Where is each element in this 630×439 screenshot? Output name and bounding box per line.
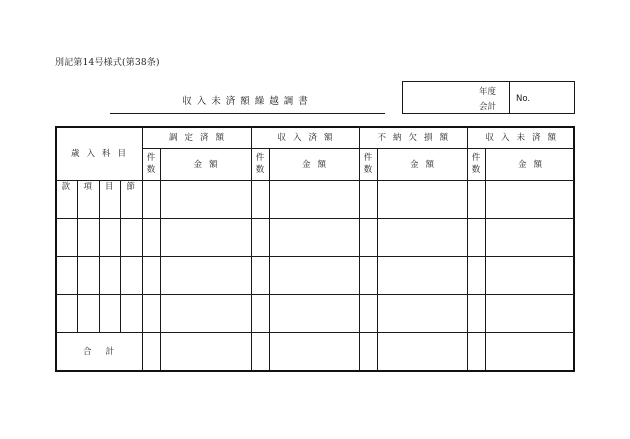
subject-divider-2 — [99, 180, 100, 332]
subject-subheader-1: 款 — [61, 182, 71, 192]
table-border-right — [573, 126, 575, 372]
fiscal-year-label: 年度 — [479, 87, 497, 97]
count-divider-2 — [269, 148, 270, 370]
body-row-rule-1 — [55, 218, 575, 219]
group-divider-4 — [467, 126, 468, 370]
column-group-title-3: 不納欠損額 — [377, 133, 456, 143]
amount-header-4: 金額 — [518, 160, 550, 170]
amount-header-3: 金額 — [410, 160, 442, 170]
count-divider-1 — [160, 148, 161, 370]
count-header-2: 件数 — [255, 153, 265, 175]
subject-divider-1 — [77, 180, 78, 332]
account-label: 会計 — [479, 102, 497, 112]
document-title: 収入未済額繰越調書 — [182, 96, 313, 107]
count-header-3: 件数 — [363, 153, 373, 175]
body-row-rule-4 — [55, 332, 575, 333]
subject-subheader-2: 項 — [83, 182, 93, 192]
table-border-top — [55, 126, 575, 128]
form-label: 別記第14号様式(第38条) — [55, 58, 160, 68]
group-divider-3 — [359, 126, 360, 370]
count-divider-3 — [377, 148, 378, 370]
count-header-4: 件数 — [471, 153, 481, 175]
revenue-subject-header: 歳入科目 — [71, 149, 134, 159]
total-label: 合計 — [83, 347, 129, 357]
subject-divider-3 — [120, 180, 121, 332]
group-divider-2 — [251, 126, 252, 370]
group-divider-1 — [142, 126, 143, 370]
column-group-title-1: 調定済額 — [169, 133, 232, 143]
table-border-left — [55, 126, 57, 370]
column-group-title-2: 収入済額 — [277, 133, 340, 143]
body-row-rule-2 — [55, 256, 575, 257]
amount-header-1: 金額 — [193, 160, 225, 170]
subject-subheader-4: 節 — [126, 182, 136, 192]
table-border-bottom — [55, 370, 575, 372]
body-row-rule-3 — [55, 294, 575, 295]
number-label: No. — [516, 94, 531, 104]
count-divider-4 — [485, 148, 486, 370]
column-group-title-4: 収入未済額 — [485, 133, 564, 143]
count-header-1: 件数 — [146, 153, 156, 175]
subject-subheader-3: 目 — [105, 182, 114, 192]
amount-header-2: 金額 — [302, 160, 334, 170]
